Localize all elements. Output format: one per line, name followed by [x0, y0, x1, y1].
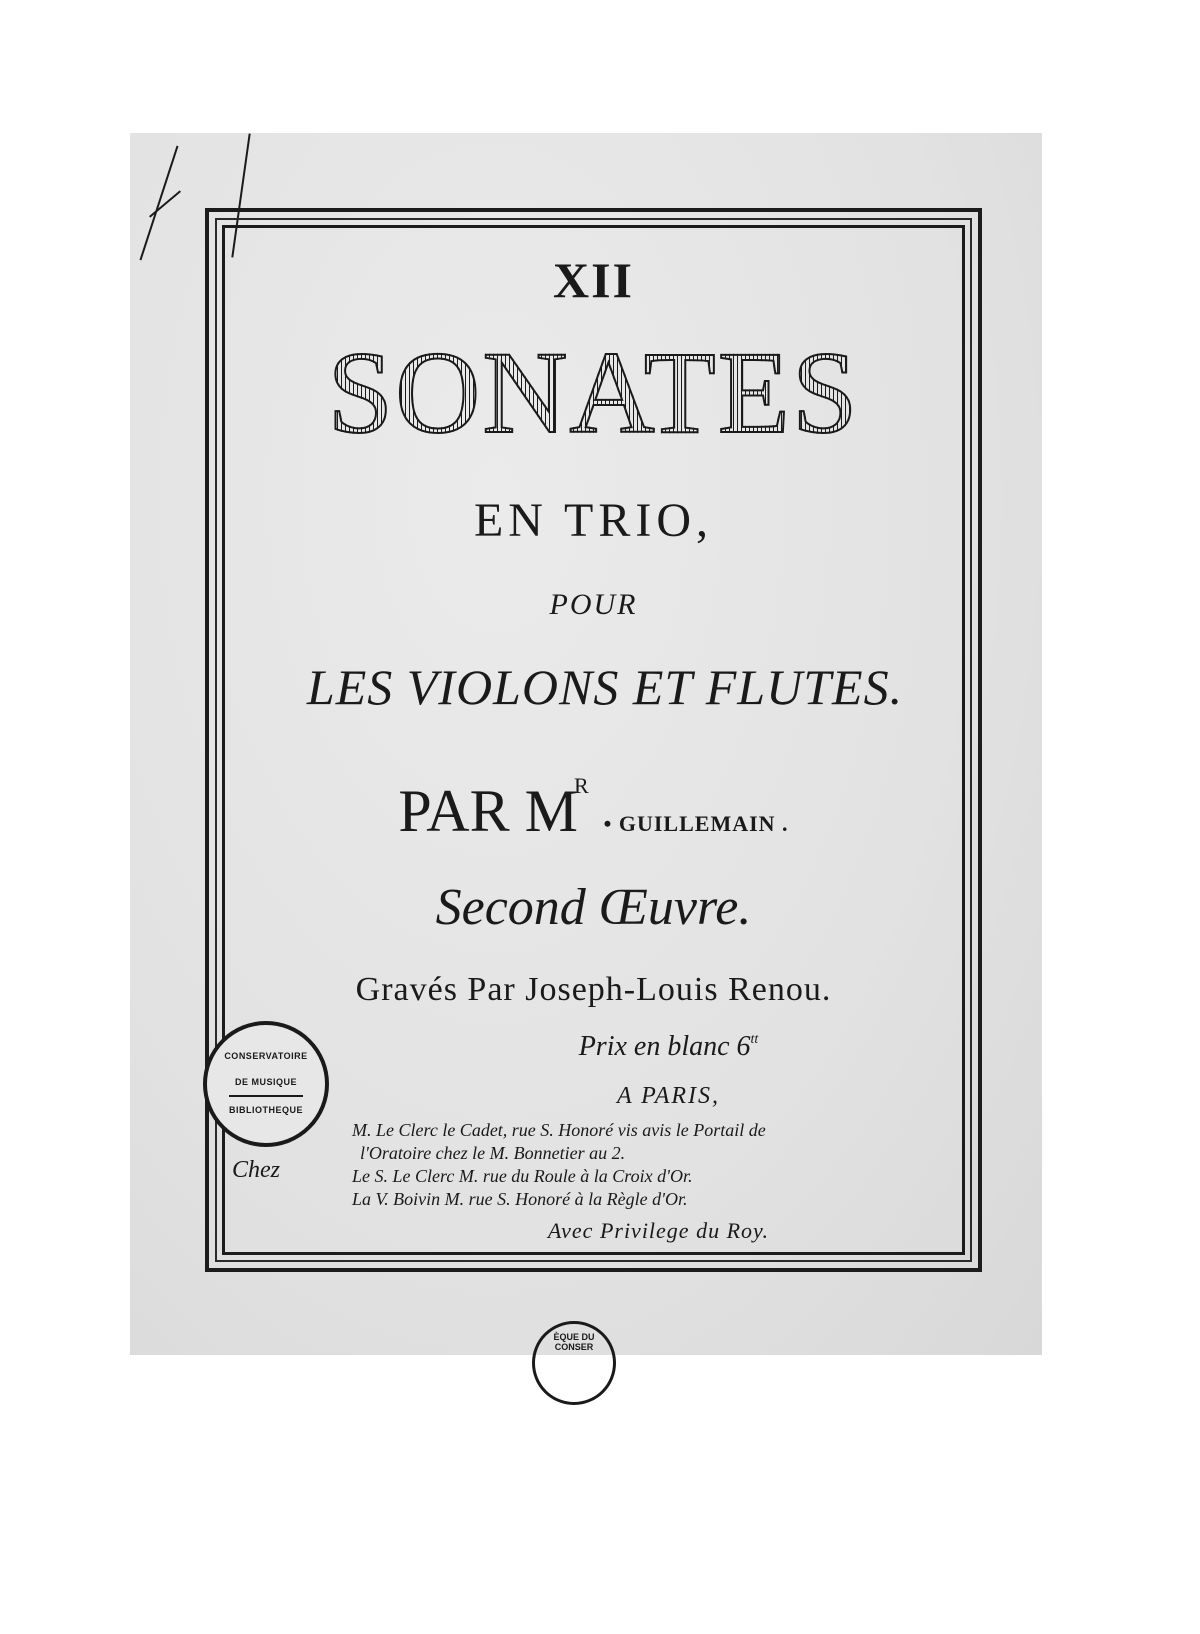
price-superscript: tt	[750, 1032, 759, 1047]
scanned-page	[130, 133, 1042, 1355]
address-line: Le S. Le Clerc M. rue du Roule à la Croix d'Or.	[352, 1166, 693, 1186]
composer-par: PAR M	[398, 778, 578, 844]
composer-line	[225, 773, 962, 846]
price-text: Prix en blanc 6	[578, 1031, 751, 1062]
title-numeral: XII	[552, 252, 635, 308]
city-line: A PARIS,	[616, 1083, 721, 1109]
chez-label: Chez	[232, 1157, 280, 1183]
stamp-line: CONSERVATOIRE	[224, 1051, 308, 1061]
privilege-line: Avec Privilege du Roy.	[547, 1218, 770, 1243]
bottom-stamp	[532, 1321, 616, 1405]
title-en-trio: EN TRIO,	[473, 494, 714, 547]
library-stamp	[203, 1021, 329, 1147]
title-instruments: LES VIOLONS ET FLUTES.	[306, 659, 904, 715]
publisher-addresses	[232, 1119, 972, 1211]
stamp-line: BIBLIOTHEQUE	[228, 1105, 303, 1115]
engraver-line: Gravés Par Joseph-Louis Renou.	[355, 971, 832, 1008]
stamp-rule	[229, 1095, 303, 1097]
address-line: M. Le Clerc le Cadet, rue S. Honoré vis avis le Portail de	[352, 1120, 766, 1140]
price-line	[300, 1031, 1037, 1063]
pen-mark	[149, 190, 181, 217]
address-line: La V. Boivin M. rue S. Honoré à la Règle d'Or.	[352, 1189, 688, 1209]
opus-line: Second Œuvre.	[435, 879, 752, 936]
address-line: l'Oratoire chez le M. Bonnetier au 2.	[360, 1143, 626, 1163]
bottom-stamp-text: ÈQUE DU CONSER	[553, 1332, 595, 1352]
stamp-line: DE MUSIQUE	[234, 1077, 297, 1087]
title-sonates: SONATES	[225, 325, 962, 461]
pen-mark	[140, 146, 179, 261]
composer-name: • GUILLEMAIN .	[603, 811, 789, 836]
composer-superscript: R	[573, 773, 589, 798]
title-pour: POUR	[549, 588, 638, 621]
